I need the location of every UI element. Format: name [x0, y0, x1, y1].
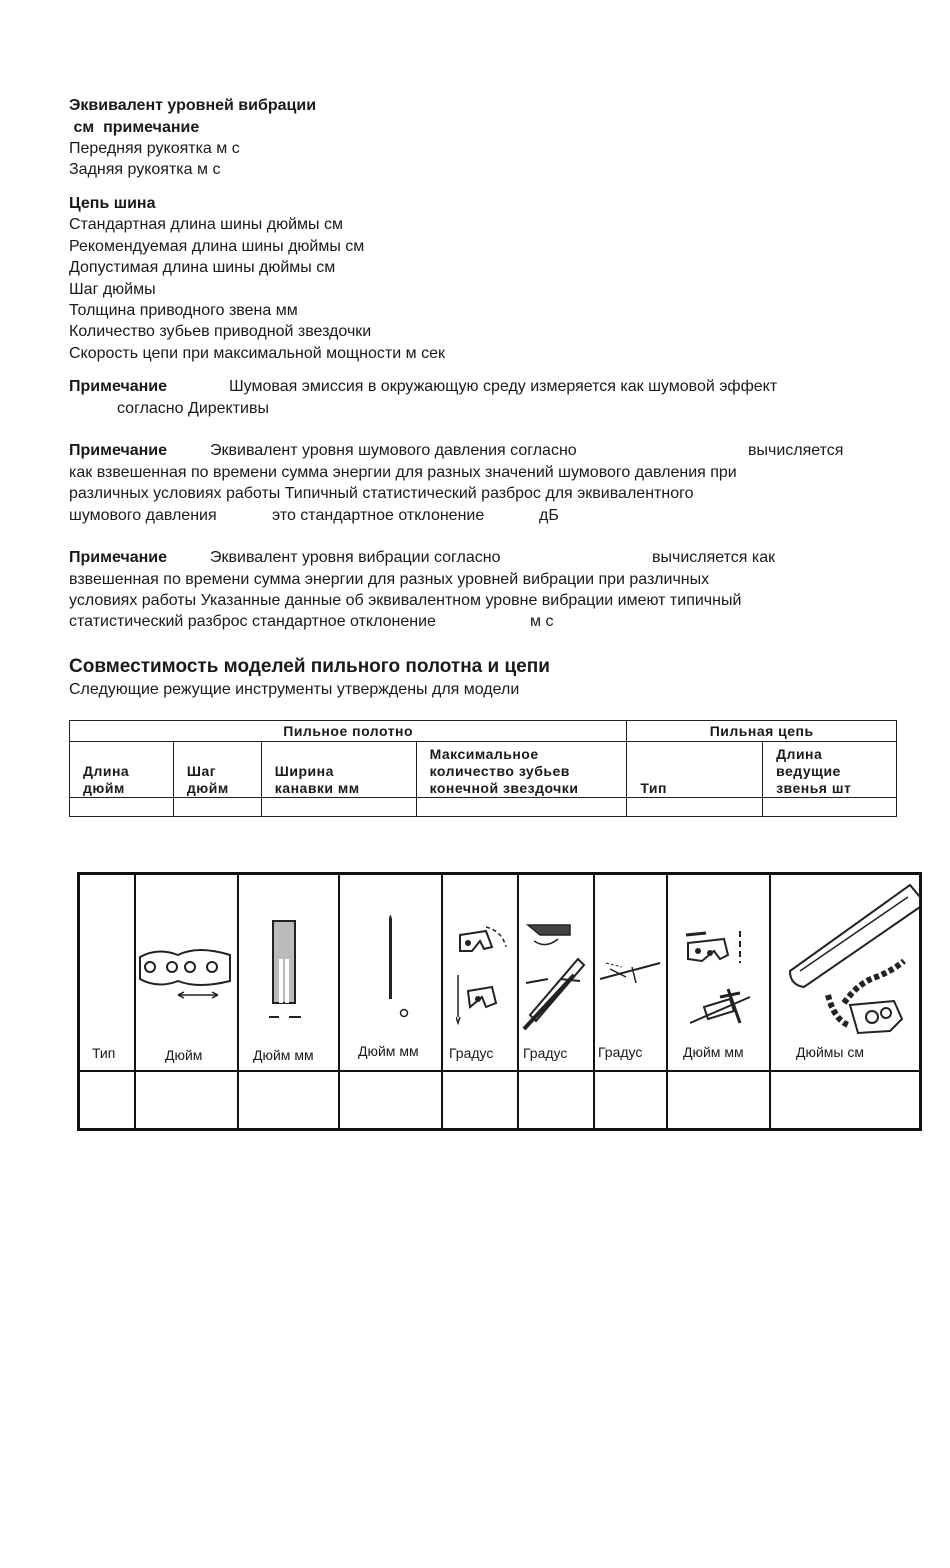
label-gauge: Дюйм мм: [253, 1047, 314, 1063]
round-file-icon: [380, 909, 420, 1019]
vibration-title: Эквивалент уровней вибрации: [69, 97, 317, 114]
chain-bar-line: Допустимая длина шины дюймы см: [69, 259, 336, 276]
compat-title: Совместимость моделей пильного полотна и цепи: [69, 656, 550, 677]
label-file: Дюйм мм: [358, 1043, 419, 1059]
bar-group-header: Пильное полотно: [70, 721, 627, 742]
note3-text: взвешенная по времени сумма энергии для разных уровней вибрации при различных: [69, 571, 710, 588]
vibration-rear: Задняя рукоятка м с: [69, 161, 221, 178]
label-angle1: Градус: [449, 1045, 494, 1061]
col-links: Длина ведущие звенья шт: [763, 742, 897, 798]
col-type: Тип: [627, 742, 763, 798]
bar-chain-icon: [784, 879, 920, 1039]
file-holder-angle-icon: [520, 919, 590, 1039]
file-gauge-icon: [265, 919, 315, 1023]
col-pitch: Шаг дюйм: [173, 742, 261, 798]
note2-text: это стандартное отклонение: [272, 507, 485, 524]
compat-subtitle: Следующие режущие инструменты утверждены для модели: [69, 681, 520, 698]
chain-bar-line: Рекомендуемая длина шины дюймы см: [69, 238, 365, 255]
label-angle3: Градус: [598, 1044, 643, 1060]
col-length: Длина дюйм: [70, 742, 174, 798]
note2-text: Эквивалент уровня шумового давления согласно: [210, 442, 577, 459]
filing-angle-icon: [596, 949, 664, 999]
note3-text: Эквивалент уровня вибрации согласно: [210, 549, 501, 566]
note3-text: м с: [530, 613, 554, 630]
table-cell: [261, 798, 416, 817]
note2-text: вычисляется: [748, 442, 844, 459]
label-bar-length: Дюймы см: [796, 1044, 865, 1060]
depth-gauge-icon: [680, 927, 766, 1035]
note-label: Примечание: [69, 378, 168, 395]
note1-text: Шумовая эмиссия в окружающую среду измеряется как шумовой эффект: [229, 378, 778, 395]
vibration-subtitle: см примечание: [69, 119, 200, 136]
table-cell: [80, 1072, 134, 1128]
label-depth: Дюйм мм: [683, 1044, 744, 1060]
table-cell: [173, 798, 261, 817]
note1-text: согласно Директивы: [117, 400, 269, 417]
label-type: Тип: [92, 1045, 116, 1061]
chain-bar-line: Скорость цепи при максимальной мощности м сек: [69, 345, 445, 362]
col-teeth: Максимальное количество зубьев конечной звездочки: [416, 742, 627, 798]
label-angle2: Градус: [523, 1045, 568, 1061]
table-cell: [416, 798, 627, 817]
note-label: Примечание: [69, 549, 168, 566]
note-label: Примечание: [69, 442, 168, 459]
note3-text: условиях работы Указанные данные об эквивалентном уровне вибрации имеют типичный: [69, 592, 742, 609]
vibration-front: Передняя рукоятка м с: [69, 140, 240, 157]
note2-text: различных условиях работы Типичный статистический разброс для эквивалентного: [69, 485, 694, 502]
cutter-angle-icon: [456, 921, 514, 1029]
table-cell: [70, 798, 174, 817]
note2-text: дБ: [539, 507, 559, 524]
chain-bar-line: Шаг дюймы: [69, 281, 156, 298]
compat-table: [69, 720, 897, 817]
chain-bar-line: Толщина приводного звена мм: [69, 302, 298, 319]
col-groove: Ширина канавки мм: [261, 742, 416, 798]
table-cell: [763, 798, 897, 817]
note2-text: как взвешенная по времени сумма энергии для разных значений шумового давления при: [69, 464, 737, 481]
chain-spec-pictogram-table: [77, 872, 922, 1131]
chain-pitch-icon: [138, 937, 234, 1005]
chain-bar-line: Стандартная длина шины дюймы см: [69, 216, 343, 233]
chain-group-header: Пильная цепь: [627, 721, 897, 742]
chain-bar-title: Цепь шина: [69, 195, 156, 212]
chain-bar-line: Количество зубьев приводной звездочки: [69, 323, 372, 340]
label-pitch: Дюйм: [165, 1047, 203, 1063]
table-cell: [627, 798, 763, 817]
note3-text: статистический разброс стандартное отклонение: [69, 613, 436, 630]
note2-text: шумового давления: [69, 507, 217, 524]
note3-text: вычисляется как: [652, 549, 776, 566]
